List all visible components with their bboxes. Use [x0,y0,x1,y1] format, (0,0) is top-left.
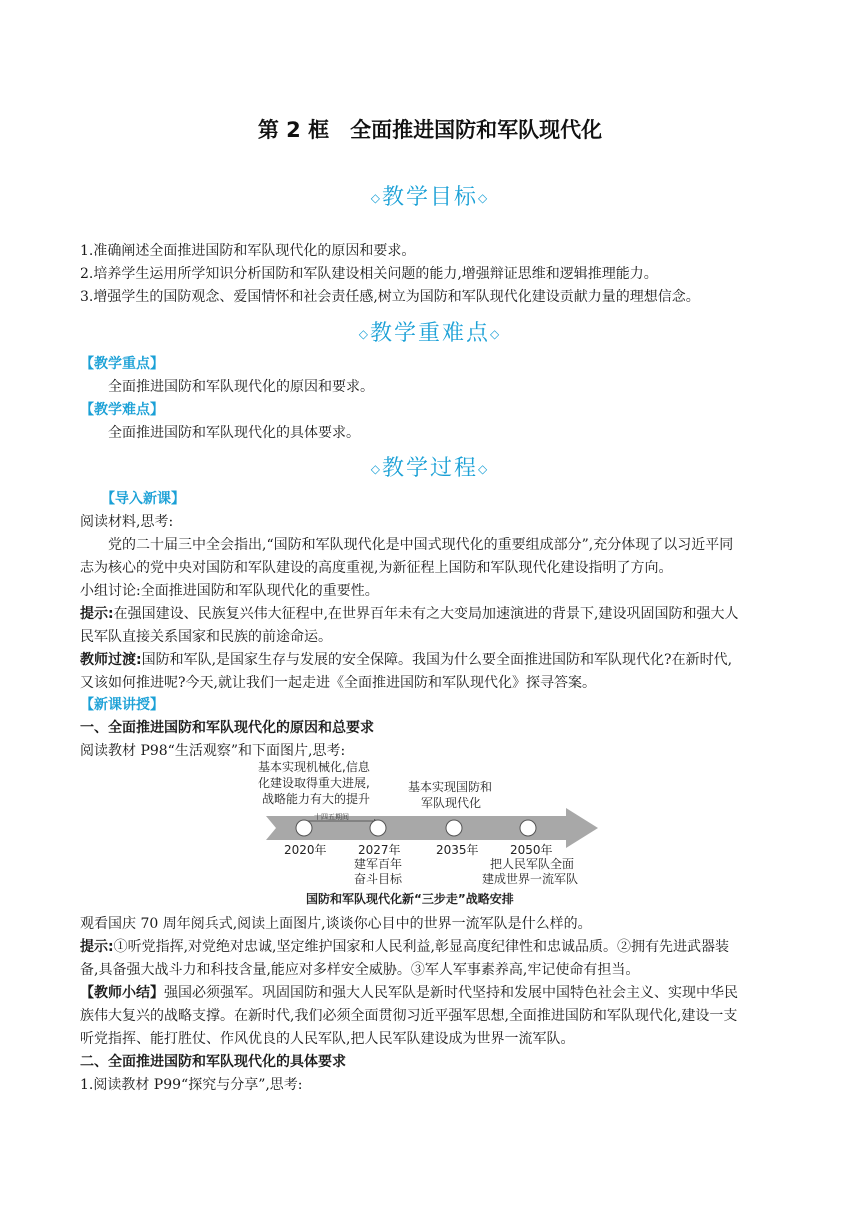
figure-text: 战略能力有大的提升 [262,792,371,806]
diamond-icon: ◇ [370,191,382,205]
section-label: 教学重难点 [369,321,490,346]
diamond-icon: ◇ [370,462,382,476]
figure-caption: 国防和军队现代化新“三步走”战略安排 [306,892,514,906]
year-label: 2027年 [358,843,401,857]
strategy-timeline-figure [256,758,606,908]
subheading-1: 一、全面推进国防和军队现代化的原因和总要求 [80,720,374,736]
objective-item: 3.增强学生的国防观念、爱国情怀和社会责任感,树立为国防和军队现代化建设贡献力量的理想信念。 [80,289,700,305]
page-title: 第 2 框 全面推进国防和军队现代化 [257,118,603,142]
milestone-2035 [446,820,462,836]
question: 观看国庆 70 周年阅兵式,阅读上面图片,谈谈你心目中的世界一流军队是什么样的。 [80,916,592,932]
new-lesson-tag: 【新课讲授】 [80,697,164,713]
quote-line: 党的二十届三中全会指出,“国防和军队现代化是中国式现代化的重要组成部分”,充分体现了以习近平同 [108,537,734,553]
section-label: 教学目标 [381,185,478,210]
figure-text: 军队现代化 [421,796,482,810]
subheading-2: 二、全面推进国防和军队现代化的具体要求 [80,1054,346,1070]
discussion: 小组讨论:全面推进国防和军队现代化的重要性。 [80,583,379,599]
diamond-icon: ◇ [358,327,370,341]
figure-text: 奋斗目标 [354,872,403,886]
year-label: 2035年 [436,843,479,857]
milestone-2027 [370,820,386,836]
year-label: 2020年 [284,843,327,857]
intro-tag: 【导入新课】 [101,491,185,507]
summary-line: 【教师小结】强国必须强军。巩固国防和强大人民军队是新时代坚持和发展中国特色社会主义、实现中华民 [80,985,738,1001]
year-label: 2050年 [510,843,553,857]
figure-text: 建军百年 [354,857,403,871]
transition-line: 又该如何推进呢?今天,就让我们一起走进《全面推进国防和军队现代化》探寻答案。 [80,675,596,691]
figure-text: 基本实现国防和 [408,780,493,794]
section-heading-objectives [0,180,860,211]
hint-line: 备,具备强大战斗力和科技含量,能应对多样安全威胁。③军人军事素养高,牢记使命有担当。 [80,962,640,978]
difficulty-text: 全面推进国防和军队现代化的具体要求。 [108,425,360,441]
hint-line: 提示:在强国建设、民族复兴伟大征程中,在世界百年未有之大变局加速演进的背景下,建设巩固国防和强大人 [80,606,739,622]
section-heading-process [0,451,860,482]
milestone-2020 [296,820,312,836]
figure-text: 把人民军队全面 [490,857,575,871]
objective-item: 2.培养学生运用所学知识分析国防和军队建设相关问题的能力,增强辩证思维和逻辑推理能力。 [80,266,658,282]
difficulty-tag: 【教学难点】 [80,402,164,418]
period-label: 十四五期间 [314,813,349,821]
read-instruction: 阅读教材 P98“生活观察”和下面图片,思考: [80,743,346,759]
hint-line: 民军队直接关系国家和民族的前途命运。 [80,629,332,645]
summary-line: 族伟大复兴的战略支撑。在新时代,我们必须全面贯彻习近平强军思想,全面推进国防和军队现代化,建设一支 [80,1008,738,1024]
intro-read: 阅读材料,思考: [80,514,174,530]
summary-line: 听党指挥、能打胜仗、作风优良的人民军队,把人民军队建设成为世界一流军队。 [80,1031,575,1047]
read-instruction: 1.阅读教材 P99“探究与分享”,思考: [80,1077,303,1093]
milestone-2050 [520,820,536,836]
figure-text: 基本实现机械化,信息 [258,760,370,774]
focus-text: 全面推进国防和军队现代化的原因和要求。 [108,379,374,395]
focus-tag: 【教学重点】 [80,356,164,372]
figure-text: 化建设取得重大进展, [258,776,370,790]
objective-item: 1.准确阐述全面推进国防和军队现代化的原因和要求。 [80,243,416,259]
hint-line: 提示:①听党指挥,对党绝对忠诚,坚定维护国家和人民利益,彰显高度纪律性和忠诚品质。②拥有先进武器装 [80,939,729,955]
transition-line: 教师过渡:国防和军队,是国家生存与发展的安全保障。我国为什么要全面推进国防和军队现代化?在新时代, [80,652,733,668]
section-heading-key-points [0,316,860,347]
section-label: 教学过程 [381,456,478,481]
diamond-icon: ◇ [490,327,502,341]
quote-line: 志为核心的党中央对国防和军队建设的高度重视,为新征程上国防和军队现代化建设指明了方向。 [80,560,673,576]
diamond-icon: ◇ [478,191,490,205]
figure-text: 建成世界一流军队 [482,872,579,886]
diamond-icon: ◇ [478,462,490,476]
